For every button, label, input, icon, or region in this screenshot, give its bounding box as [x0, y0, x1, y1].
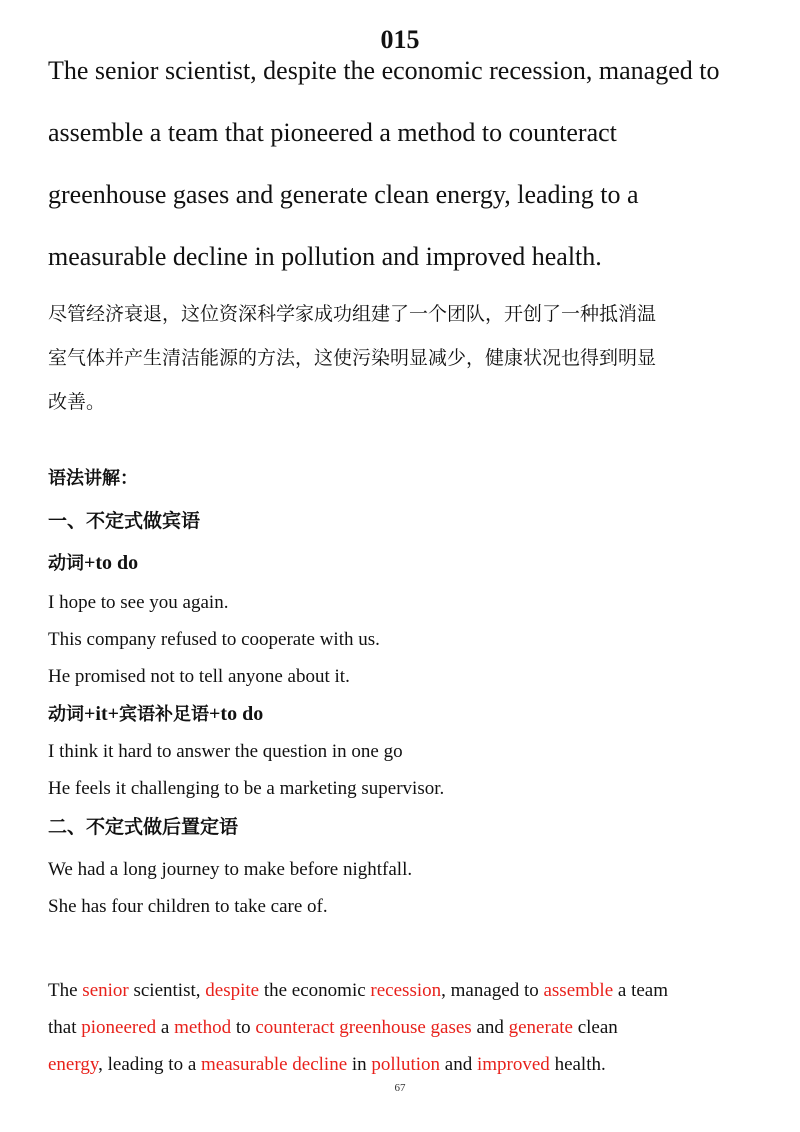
- example-sentence: I hope to see you again.: [48, 592, 229, 613]
- highlighted-sentence: [48, 972, 768, 1083]
- key-word: pioneered: [81, 1017, 157, 1038]
- plain-word: to: [231, 1017, 256, 1038]
- key-word: pollution: [371, 1054, 441, 1075]
- example-sentence: He feels it challenging to be a marketing supervisor.: [48, 778, 445, 799]
- highlight-line: [48, 972, 768, 1009]
- chinese-translation: [48, 292, 758, 424]
- translation-line: 改善。: [48, 391, 106, 413]
- key-word: improved: [476, 1054, 550, 1075]
- section-heading: 一、不定式做宾语: [48, 510, 201, 532]
- key-word: greenhouse gases: [339, 1017, 472, 1038]
- sentence-line: The senior scientist, despite the economic recession, managed to: [48, 56, 720, 85]
- plain-word: the economic: [259, 980, 371, 1001]
- highlight-line: [48, 1009, 768, 1046]
- plain-word: and: [471, 1017, 509, 1038]
- rule-text: +to do: [209, 703, 264, 725]
- key-word: senior: [82, 980, 129, 1001]
- sentence-line: assemble a team that pioneered a method to counteract: [48, 118, 617, 147]
- translation-line: 尽管经济衰退，这位资深科学家成功组建了一个团队，开创了一种抵消温: [48, 303, 657, 325]
- key-word: assemble: [543, 980, 614, 1001]
- plain-word: a: [156, 1017, 175, 1038]
- plain-word: clean: [572, 1017, 618, 1038]
- plain-word: in: [347, 1054, 372, 1075]
- plain-word: The: [48, 980, 83, 1001]
- page-number: 015: [380, 25, 420, 54]
- key-word: despite: [205, 980, 260, 1001]
- example-sentence: We had a long journey to make before nightfall.: [48, 859, 413, 880]
- key-word: generate: [508, 1017, 573, 1038]
- sentence-line: measurable decline in pollution and improved health.: [48, 242, 602, 271]
- rule-text: 动词: [48, 704, 84, 725]
- example-sentence: I think it hard to answer the question in one go: [48, 741, 403, 762]
- highlight-line: [48, 1046, 768, 1083]
- footer-page-number: 67: [394, 1082, 406, 1094]
- plain-word: a team: [613, 980, 668, 1001]
- grammar-rule: [48, 695, 768, 733]
- plain-word: , managed to: [441, 980, 544, 1001]
- section-heading: 二、不定式做后置定语: [48, 816, 239, 838]
- key-word: energy: [48, 1054, 99, 1075]
- plain-word: scientist,: [128, 980, 206, 1001]
- example-sentence: She has four children to take care of.: [48, 896, 328, 917]
- plain-word: and: [440, 1054, 477, 1075]
- key-word: counteract: [255, 1017, 335, 1038]
- plain-word: health.: [549, 1054, 606, 1075]
- rule-text: 动词: [48, 553, 84, 574]
- plain-word: , leading to a: [98, 1054, 202, 1075]
- example-sentence: This company refused to cooperate with us.: [48, 629, 380, 650]
- rule-text: +it+: [84, 703, 120, 725]
- rule-text: +to do: [84, 552, 139, 574]
- sentence-line: greenhouse gases and generate clean energy, leading to a: [48, 180, 639, 209]
- translation-line: 室气体并产生清洁能源的方法，这使污染明显减少，健康状况也得到明显: [48, 347, 657, 369]
- key-word: measurable decline: [201, 1054, 348, 1075]
- key-word: recession: [370, 980, 442, 1001]
- grammar-explanation: [48, 458, 768, 925]
- grammar-title: 语法讲解：: [48, 468, 138, 489]
- key-word: method: [174, 1017, 232, 1038]
- rule-text: 宾语补足语: [119, 704, 210, 725]
- main-sentence: [48, 40, 768, 288]
- plain-word: that: [48, 1017, 82, 1038]
- grammar-rule: [48, 542, 768, 584]
- example-sentence: He promised not to tell anyone about it.: [48, 666, 350, 687]
